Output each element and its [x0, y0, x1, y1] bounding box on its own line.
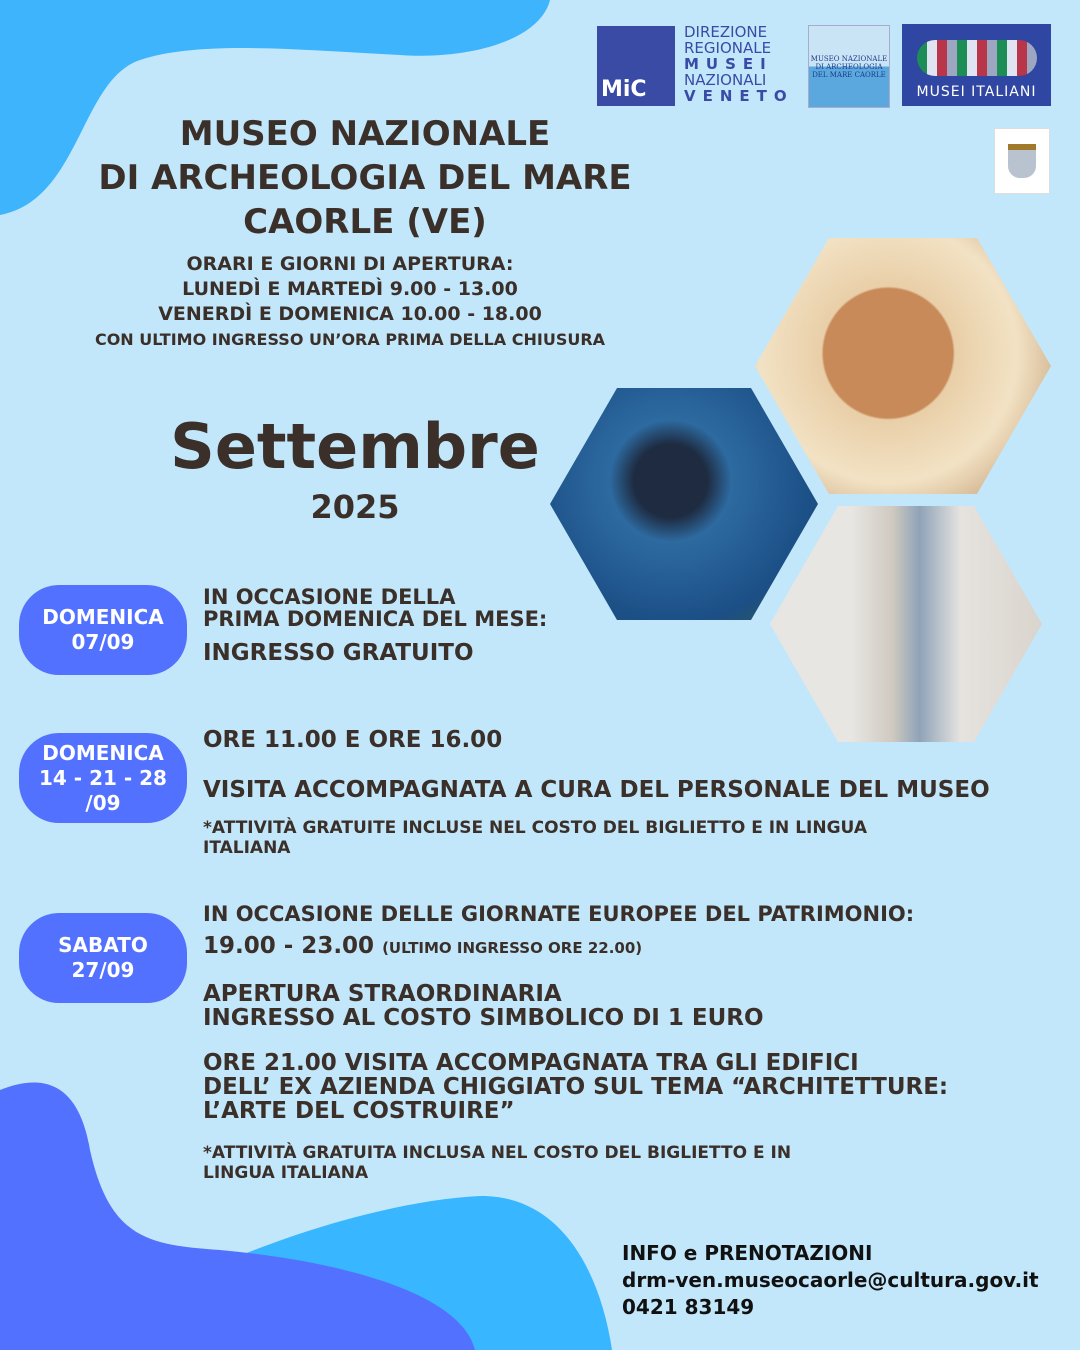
mic-logo [597, 26, 675, 106]
event-text: PRIMA DOMENICA DEL MESE: [203, 607, 548, 631]
hours-line: VENERDÌ E DOMENICA 10.00 - 18.00 [158, 303, 542, 325]
mic-logo-text: MiC [601, 77, 647, 102]
badge-date: /09 [85, 790, 121, 815]
title-line: DI ARCHEOLOGIA DEL MARE [98, 158, 632, 198]
event-highlight: APERTURA STRAORDINARIA [203, 981, 562, 1007]
badge-day: SABATO [58, 933, 148, 957]
drm-line: DIREZIONE [684, 23, 768, 41]
title-line: CAORLE (VE) [243, 202, 487, 242]
event-highlight: VISITA ACCOMPAGNATA A CURA DEL PERSONALE DEL MUSEO [203, 777, 990, 803]
drm-line: VENETO [684, 87, 794, 105]
caorle-logo-text: MUSEO NAZIONALE DI ARCHEOLOGIA DEL MARE CAORLE [810, 54, 888, 79]
museo-caorle-logo [808, 25, 890, 108]
event-date-badge [19, 733, 187, 823]
event-text: ORE 11.00 E ORE 16.00 [203, 727, 503, 753]
event-text: L’ARTE DEL COSTRUIRE” [203, 1098, 515, 1124]
event-time [203, 935, 642, 960]
hours-line: LUNEDÌ E MARTEDÌ 9.00 - 13.00 [182, 278, 518, 300]
event-text: IN OCCASIONE DELLE GIORNATE EUROPEE DEL PATRIMONIO: [203, 902, 915, 926]
event-text: IN OCCASIONE DELLA [203, 585, 456, 609]
badge-day: DOMENICA [42, 605, 164, 629]
drm-line: REGIONALE [684, 39, 772, 57]
badge-date: 07/09 [71, 630, 135, 654]
caorle-coat-of-arms-icon [994, 128, 1050, 194]
event-text: DELL’ EX AZIENDA CHIGGIATO SUL TEMA “ARCHITETTURE: [203, 1074, 949, 1100]
hours-note: CON ULTIMO INGRESSO UN’ORA PRIMA DELLA CHIUSURA [94, 330, 606, 349]
event-highlight: INGRESSO GRATUITO [203, 640, 474, 666]
drm-line: NAZIONALI [684, 71, 767, 89]
direzione-regionale-logo [684, 23, 794, 105]
badge-date: 27/09 [71, 958, 135, 982]
event-highlight: INGRESSO AL COSTO SIMBOLICO DI 1 EURO [203, 1005, 764, 1031]
info-phone[interactable]: 0421 83149 [622, 1295, 755, 1319]
event-note: LINGUA ITALIANA [203, 1163, 369, 1183]
musei-italiani-logo [902, 24, 1051, 106]
event-note: *ATTIVITÀ GRATUITE INCLUSE NEL COSTO DEL BIGLIETTO E IN LINGUA [203, 818, 867, 838]
event-date-badge [19, 585, 187, 675]
month-heading: Settembre [170, 410, 540, 483]
opening-hours [40, 252, 660, 352]
title-line: MUSEO NAZIONALE [179, 114, 551, 154]
info-label: INFO e PRENOTAZIONI [622, 1241, 873, 1265]
event-note: *ATTIVITÀ GRATUITA INCLUSA NEL COSTO DEL BIGLIETTO E IN [203, 1143, 792, 1163]
event-text: ORE 21.00 VISITA ACCOMPAGNATA TRA GLI EDIFICI [203, 1050, 859, 1076]
event-date-badge [19, 913, 187, 1003]
year-heading: 2025 [310, 488, 400, 526]
event-time-note: (ULTIMO INGRESSO ORE 22.00) [382, 939, 643, 957]
drm-line: MUSEI [684, 55, 773, 73]
badge-day: DOMENICA [42, 740, 164, 765]
info-email-link[interactable]: drm-ven.museocaorle@cultura.gov.it [622, 1268, 1039, 1292]
musei-italiani-text: MUSEI ITALIANI [916, 84, 1037, 100]
tricolor-waves-icon [917, 40, 1037, 76]
event-note: ITALIANA [203, 838, 291, 858]
museum-title [60, 112, 670, 244]
badge-date: 14 - 21 - 28 [39, 765, 167, 790]
info-contacts [622, 1240, 1039, 1321]
event-time-range: 19.00 - 23.00 [203, 933, 375, 959]
hours-line: ORARI E GIORNI DI APERTURA: [186, 253, 514, 275]
